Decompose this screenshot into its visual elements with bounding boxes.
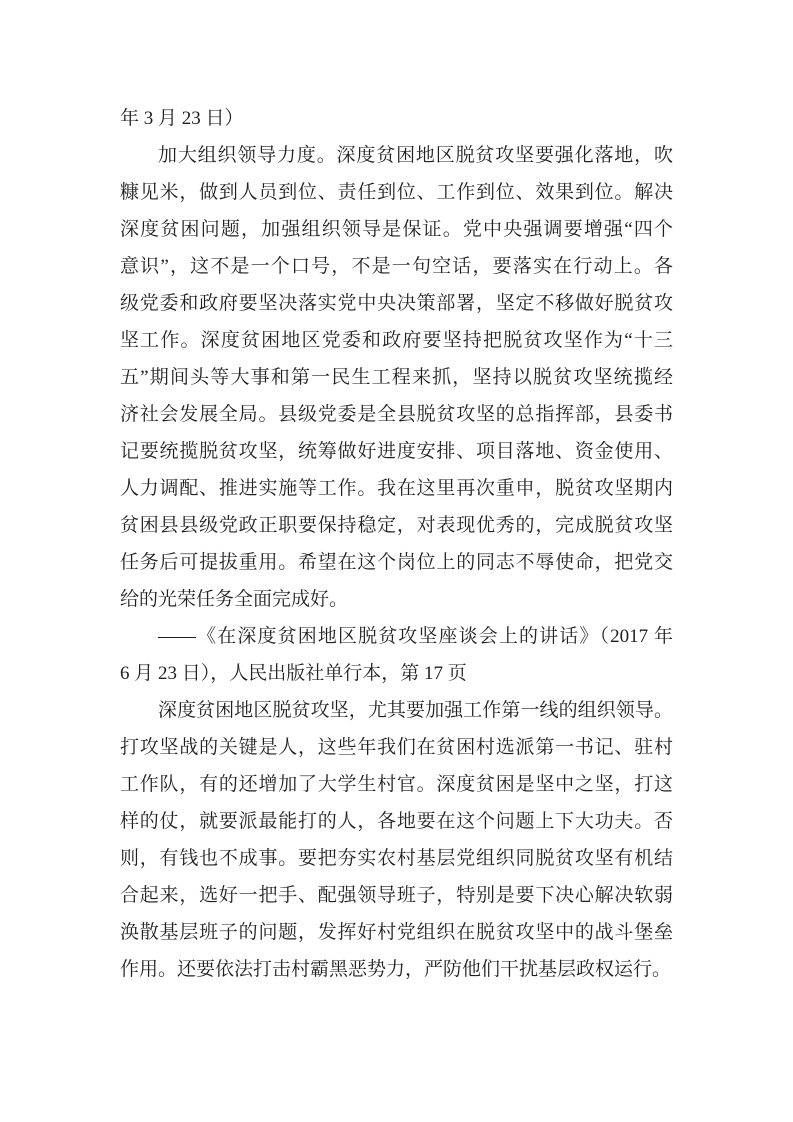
paragraph (120, 618, 673, 692)
text-line: 6 月 23 日），人民出版社单行本，第 17 页 (120, 663, 467, 684)
paragraph (120, 692, 673, 988)
paragraph (120, 137, 673, 618)
document-content (120, 100, 673, 988)
text-line: 意识”，这不是一个口号，不是一句空话，要落实在行动上。各 (120, 256, 673, 277)
text-line: 打攻坚战的关键是人，这些年我们在贫困村选派第一书记、驻村 (120, 737, 673, 758)
text-line: 贫困县县级党政正职要保持稳定，对表现优秀的，完成脱贫攻坚 (120, 515, 673, 536)
text-line: 济社会发展全局。县级党委是全县脱贫攻坚的总指挥部，县委书 (120, 404, 673, 425)
text-line: 级党委和政府要坚决落实党中央决策部署，坚定不移做好脱贫攻 (120, 293, 673, 314)
text-line: 作用。还要依法打击村霸黑恶势力，严防他们干扰基层政权运行。 (120, 959, 672, 980)
text-line: 年 3 月 23 日） (120, 108, 244, 129)
text-line: 给的光荣任务全面完成好。 (120, 589, 349, 610)
text-line: 则，有钱也不成事。要把夯实农村基层党组织同脱贫攻坚有机结 (120, 848, 673, 869)
text-line: 涣散基层班子的问题，发挥好村党组织在脱贫攻坚中的战斗堡垒 (120, 922, 673, 943)
text-line: 深度贫困问题，加强组织领导是保证。党中央强调要增强“四个 (120, 219, 673, 240)
text-line: 记要统揽脱贫攻坚，统筹做好进度安排、项目落地、资金使用、 (120, 441, 673, 462)
text-line: 合起来，选好一把手、配强领导班子，特别是要下决心解决软弱 (120, 885, 673, 906)
text-line: 坚工作。深度贫困地区党委和政府要坚持把脱贫攻坚作为“十三 (120, 330, 673, 351)
text-line: 加大组织领导力度。深度贫困地区脱贫攻坚要强化落地，吹 (158, 145, 673, 166)
text-line: 五”期间头等大事和第一民生工程来抓，坚持以脱贫攻坚统揽经 (120, 367, 673, 388)
paragraph (120, 100, 673, 137)
text-line: 糠见米，做到人员到位、责任到位、工作到位、效果到位。解决 (120, 182, 673, 203)
text-line: 深度贫困地区脱贫攻坚，尤其要加强工作第一线的组织领导。 (158, 700, 673, 721)
text-line: 样的仗，就要派最能打的人，各地要在这个问题上下大功夫。否 (120, 811, 673, 832)
text-line: 人力调配、推进实施等工作。我在这里再次重申，脱贫攻坚期内 (120, 478, 673, 499)
text-line: ——《在深度贫困地区脱贫攻坚座谈会上的讲话》（2017 年 (158, 626, 673, 647)
text-line: 工作队，有的还增加了大学生村官。深度贫困是坚中之坚，打这 (120, 774, 673, 795)
text-line: 任务后可提拔重用。希望在这个岗位上的同志不辱使命，把党交 (120, 552, 673, 573)
